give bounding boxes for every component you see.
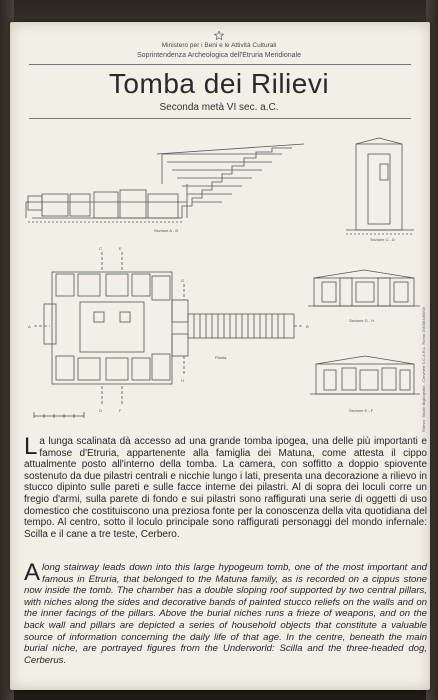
page-subtitle: Seconda metà VI sec. a.C. (159, 102, 279, 113)
description-italian-body: a lunga scalinata dà accesso ad una grande tomba ipogea, una delle più importanti e famose d'Etruria, appartenente alla famiglia dei Matuna, come attesta il cippo attualmente posto all'interno della tomba. La camera, con soffitto a doppio spiovente sostenuto da due pilastri centrali e nicchie lungo i lati, presenta una decorazione a rilievo in stucco dipinto sulle pareti e sulle facce interne dei pilastri. Al di sopra dei loculi corre un fregio d'armi, sulla parete di fondo e sui pilastri sono raffigurati una serie di oggetti di uso domestico che costituiscono una preziosa fonte per la conoscenza della vita quotidiana del tempo. Al centro, sotto il loculo principale sono raffigurati personaggi del mondo infernale: Scilla e il cane a tre teste, Cerbero. (24, 436, 427, 540)
plan-drawing (34, 252, 304, 404)
section-ef-label: Sezione E - F (349, 408, 374, 413)
description-english (24, 559, 427, 666)
description-italian (24, 433, 427, 540)
marker-h-label: H (181, 378, 184, 383)
plan-label: Pianta (215, 355, 227, 360)
marker-f-label: F (119, 408, 122, 413)
header-rule (29, 64, 411, 65)
section-ab-label: Sezione A - B (154, 228, 179, 233)
marker-c-label: C (99, 246, 102, 251)
section-ef-drawing (310, 356, 420, 394)
marker-e-label: E (119, 246, 122, 251)
marker-d-label: D (99, 408, 102, 413)
title-rule (29, 118, 411, 119)
marker-a-label: A (28, 324, 31, 329)
marker-b-label: B (306, 324, 309, 329)
ministry-name: Ministero per i Beni e le Attività Culturali (161, 42, 277, 49)
section-cd-drawing (346, 138, 414, 234)
section-gh-drawing (308, 270, 420, 306)
scale-bar (34, 412, 84, 418)
drop-cap-italian: L (24, 433, 38, 460)
republic-emblem-icon (214, 31, 224, 40)
section-ab-drawing (26, 144, 304, 222)
drop-cap-english: A (24, 559, 41, 586)
page-title: Tomba dei Rilievi (108, 68, 330, 99)
section-cd-label: Sezione C - D (370, 237, 395, 242)
description-english-body: long stairway leads down into this large hypogeum tomb, one of the most important and famous in Etruria, that belonged to the Matuna family, as is recorded on a cippus stone now inside the tomb. The chamber has a double sloping roof supported by two central pillars, with niches along the sides and decorative bands of painted stucco reliefs on the walls and on the inner facings of the pillars. Above the burial niches runs a frieze of weapons, and on the back wall and pillars are depicted a series of household objects that constitute a valuable source of information concerning the daily life of that age. In the centre, beneath the main burial niche, are portrayed figures from the Underworld: Scilla and the three-headed dog, Cerberus. (24, 562, 427, 666)
superintendency-name: Soprintendenza Archeologica dell'Etruria Meridionale (137, 52, 301, 59)
marker-g-label: G (181, 278, 185, 283)
survey-credit: Rilievo: Studio Bigliografia - Cerveteri S.C.A.R.L. Roma 1983/84/85/98 (421, 307, 426, 432)
tomb-plan-drawing (22, 124, 426, 430)
section-gh-label: Sezione G - H (349, 318, 375, 323)
